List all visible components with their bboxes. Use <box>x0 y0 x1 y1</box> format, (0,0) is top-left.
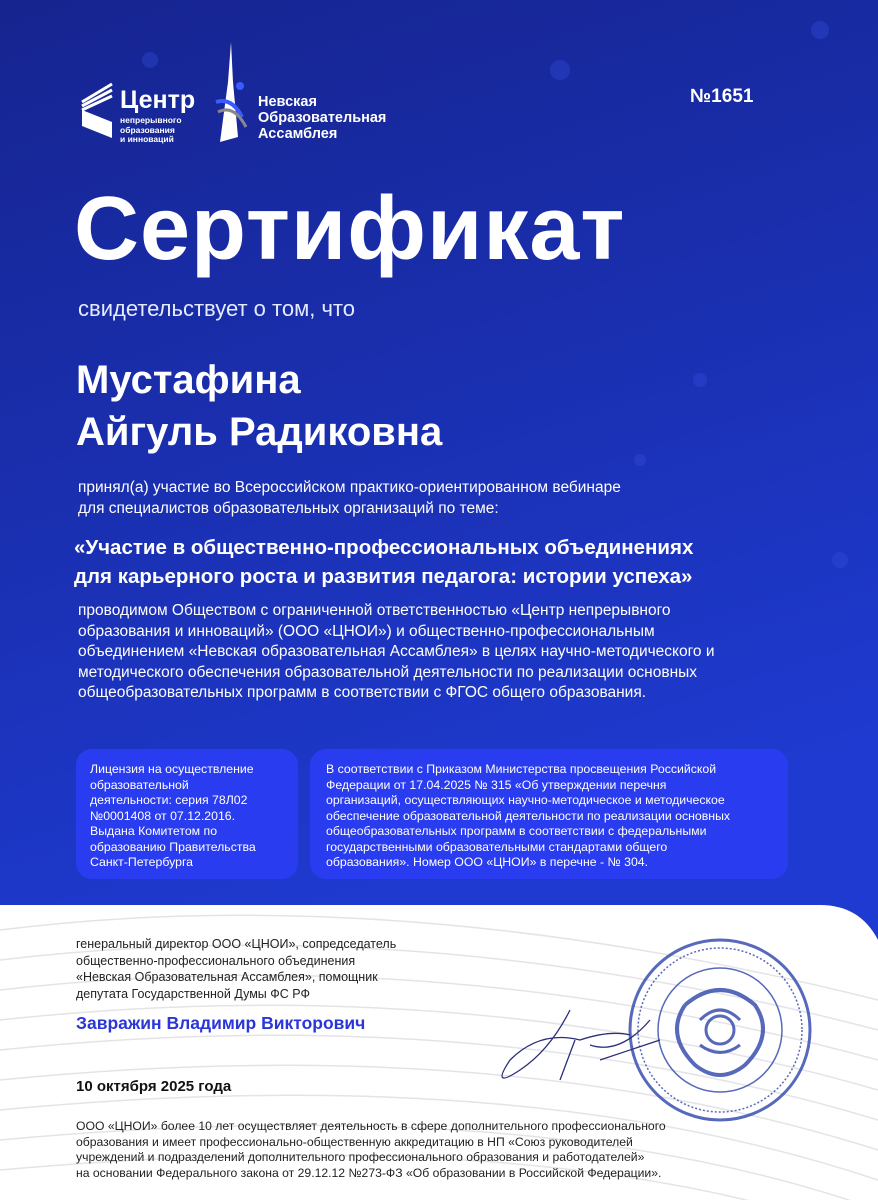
organizer-text <box>78 601 715 704</box>
text-line: обеспечение образовательной деятельности по реализации основных <box>326 808 731 823</box>
text-line: учреждений и подразделений дополнительного профессионального образования и работодателей» <box>76 1150 645 1164</box>
text-line: общественно-профессионального объединения <box>76 953 356 968</box>
text-line: образования». Номер ООО «ЦНОИ» в перечне - № 304. <box>326 855 649 869</box>
signer-name: Завражин Владимир Викторович <box>76 1013 366 1033</box>
text-line: образования и инноваций» (ООО «ЦНОИ») и общественно-профессиональным <box>78 622 655 640</box>
text-line: проводимом Обществом с ограниченной ответственностью «Центр непрерывного <box>78 602 671 619</box>
signer-role <box>76 936 396 1002</box>
text-line: Лицензия на осуществление <box>90 762 254 776</box>
center-logo <box>78 80 228 144</box>
footer-text <box>76 1119 666 1181</box>
center-logo-subtitle: и инноваций <box>120 134 174 144</box>
certificate-title: Сертификат <box>74 179 626 279</box>
text-line: для карьерного роста и развития педагога: истории успеха» <box>74 565 693 588</box>
recipient-given-names: Айгуль Радиковна <box>76 410 443 454</box>
text-line: генеральный директор ООО «ЦНОИ», сопредседатель <box>76 937 397 951</box>
spire-logo-icon <box>212 42 252 152</box>
ministry-order-box <box>310 749 788 879</box>
certificate-subtitle: свидетельствует о том, что <box>78 296 355 321</box>
text-line: Федерации от 17.04.2025 № 315 «Об утверждении перечня <box>326 777 667 792</box>
text-line: государственными образовательными стандартами общего <box>326 839 668 854</box>
issue-date: 10 октября 2025 года <box>76 1078 232 1095</box>
text-line: методического обеспечения образовательной деятельности по реализации основных <box>78 663 698 681</box>
assembly-logo-text: Невская <box>258 94 317 110</box>
assembly-logo <box>212 42 412 152</box>
text-line: Санкт-Петербурга <box>90 855 194 869</box>
license-box <box>76 749 298 879</box>
text-line: ООО «ЦНОИ» более 10 лет осуществляет деятельность в сфере дополнительного профессионального <box>76 1119 666 1133</box>
text-line: образования и имеет профессионально-общественную аккредитацию в НП «Союз руководителей <box>76 1134 633 1149</box>
book-logo-icon <box>78 80 116 140</box>
recipient-surname: Мустафина <box>76 358 301 402</box>
text-line: принял(а) участие во Всероссийском практико-ориентированном вебинаре <box>78 479 621 496</box>
text-line: В соответствии с Приказом Министерства просвещения Российской <box>326 762 717 776</box>
text-line: Выдана Комитетом по <box>90 824 218 838</box>
text-line: образовательной <box>90 777 189 792</box>
center-logo-title: Центр <box>120 86 196 114</box>
text-line: «Участие в общественно-профессиональных объединениях <box>74 536 694 559</box>
text-line: депутата Государственной Думы ФС РФ <box>76 986 310 1001</box>
text-line: деятельности: серия 78Л02 <box>90 793 248 807</box>
assembly-logo-text: Ассамблея <box>258 126 338 142</box>
text-line: общеобразовательных программ в соответствии с ФГОС общего образования. <box>78 684 647 701</box>
text-line: организаций, осуществляющих научно-методическое и методическое <box>326 793 725 807</box>
certificate-number: №1651 <box>690 86 754 107</box>
recipient-name <box>76 354 442 458</box>
webinar-topic <box>74 533 693 591</box>
text-line: общеобразовательных программ в соответствии с федеральными <box>326 824 707 838</box>
text-line: для специалистов образовательных организаций по теме: <box>78 500 499 517</box>
participation-text <box>78 477 621 519</box>
assembly-logo-text: Образовательная <box>258 110 387 126</box>
text-line: объединением «Невская образовательная Ассамблея» в целях научно-методического и <box>78 643 715 660</box>
center-logo-subtitle: непрерывного <box>120 115 182 125</box>
text-line: образованию Правительства <box>90 839 256 854</box>
text-line: «Невская Образовательная Ассамблея», помощник <box>76 970 378 984</box>
text-line: на основании Федерального закона от 29.12.12 №273-ФЗ «Об образовании в Российской Федерации». <box>76 1165 662 1180</box>
center-logo-subtitle: образования <box>120 124 175 135</box>
signature <box>480 1000 680 1090</box>
text-line: №0001408 от 07.12.2016. <box>90 808 236 823</box>
